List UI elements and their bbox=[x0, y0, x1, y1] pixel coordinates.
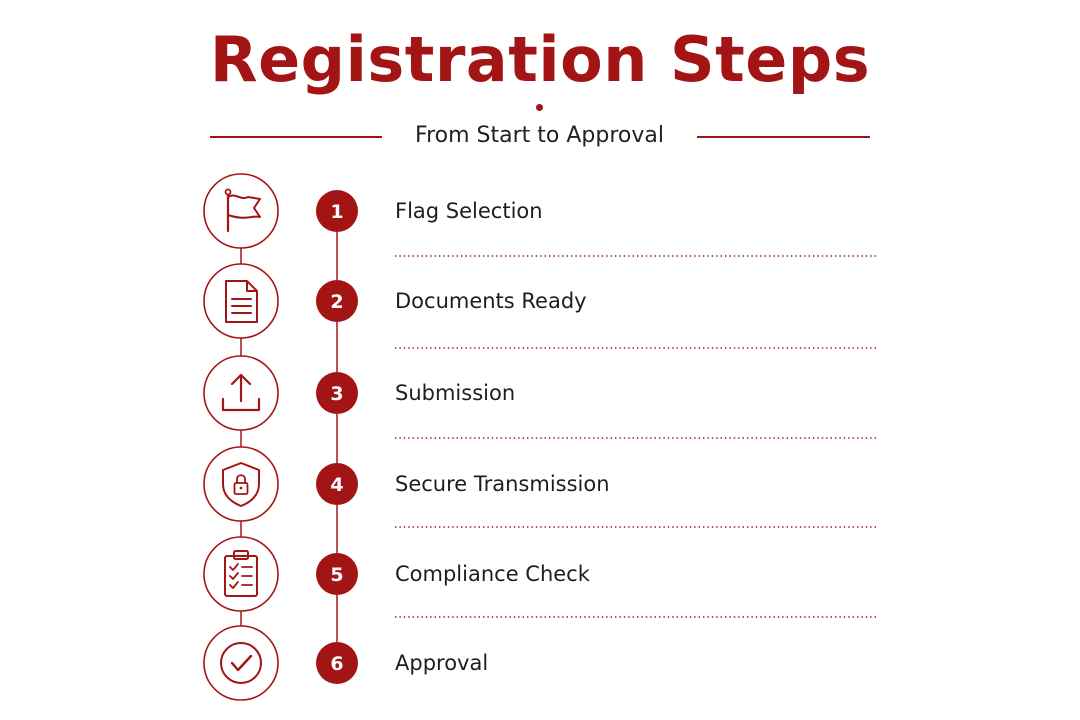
upload-icon bbox=[204, 356, 278, 430]
step-label: Secure Transmission bbox=[395, 472, 610, 496]
step-number-badge bbox=[316, 463, 358, 505]
step-label: Submission bbox=[395, 381, 516, 405]
page-subtitle: From Start to Approval bbox=[415, 123, 664, 148]
step-label: Compliance Check bbox=[395, 562, 590, 586]
step-number-badge bbox=[316, 553, 358, 595]
document-icon bbox=[204, 264, 278, 338]
step-number: 3 bbox=[330, 383, 344, 405]
step-number: 6 bbox=[330, 653, 344, 675]
flag-icon bbox=[204, 174, 278, 248]
checkmark-circle-icon bbox=[204, 626, 278, 700]
step-number-badge bbox=[316, 642, 358, 684]
step-label: Flag Selection bbox=[395, 199, 543, 223]
step-number-badge bbox=[316, 190, 358, 232]
step-number: 1 bbox=[330, 201, 344, 223]
page-title: Registration Steps bbox=[209, 23, 871, 96]
step-number: 5 bbox=[330, 564, 344, 586]
shield-lock-icon bbox=[204, 447, 278, 521]
step-number: 4 bbox=[330, 474, 344, 496]
step-number-badge bbox=[316, 280, 358, 322]
step-label: Documents Ready bbox=[395, 289, 587, 313]
step-number-badge bbox=[316, 372, 358, 414]
step-number: 2 bbox=[330, 291, 344, 313]
clipboard-checklist-icon bbox=[204, 537, 278, 611]
step-label: Approval bbox=[395, 651, 489, 675]
